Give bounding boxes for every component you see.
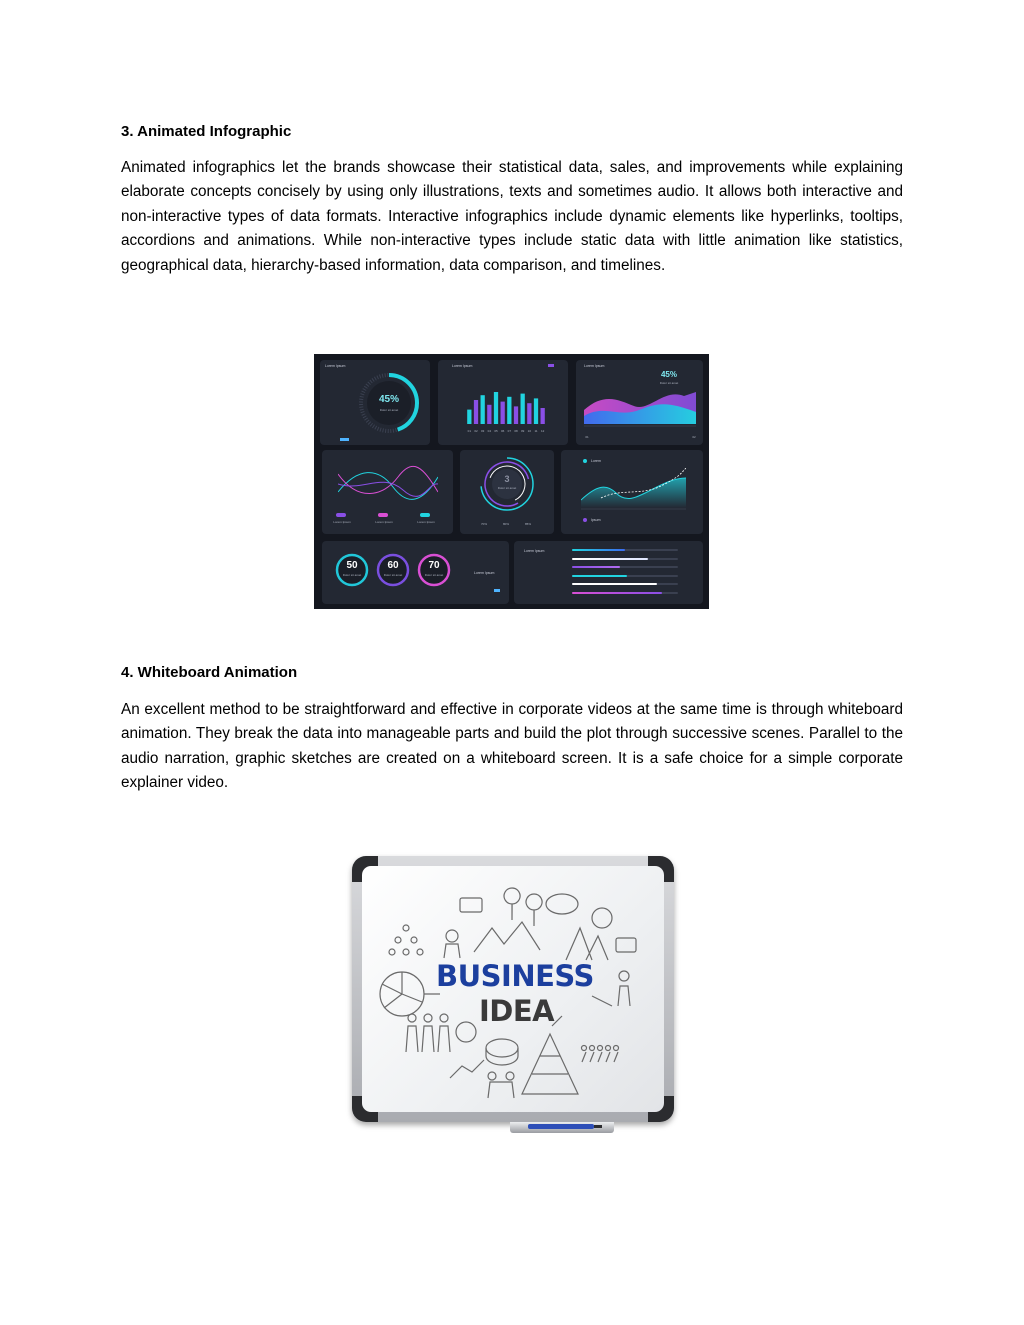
bar <box>527 403 531 424</box>
bar-tick-label: 03 <box>480 429 485 433</box>
percentage-circle <box>375 552 411 588</box>
bar <box>534 398 538 424</box>
panel-title: Lorem Ipsum <box>584 364 605 368</box>
progress-panel <box>514 541 703 604</box>
bar <box>494 392 498 424</box>
gauge-value: 45% <box>378 394 399 405</box>
gauge-panel <box>320 360 430 445</box>
area-chart-panel <box>576 360 703 445</box>
legend-label: Lorem Ipsum <box>417 520 435 524</box>
bar-tick-label: 04 <box>487 429 492 433</box>
line-chart <box>581 468 686 513</box>
legend-dot <box>583 459 587 463</box>
circle-caption: Dolor sit amet <box>342 573 362 577</box>
progress-fill <box>572 558 648 560</box>
circle-value: 50 <box>346 560 358 571</box>
area-value: 45% <box>660 370 677 379</box>
marker-cap <box>594 1125 602 1128</box>
legend-dot <box>583 518 587 522</box>
bar-tick-label: 07 <box>507 429 512 433</box>
ring-value: 3 <box>504 474 510 484</box>
progress-fill <box>572 575 627 577</box>
bar <box>487 405 491 424</box>
section-heading: 4. Whiteboard Animation <box>121 664 298 681</box>
percentage-circles <box>334 552 464 592</box>
bar-tick-label: 10 <box>527 429 532 433</box>
bar-chart-panel <box>438 360 568 445</box>
circle-caption: Dolor sit amet <box>383 573 403 577</box>
ring-caption: Dolor sit amet <box>497 486 517 490</box>
progress-track <box>572 566 678 568</box>
bar-tick-label: 01 <box>467 429 472 433</box>
bar <box>521 394 525 424</box>
board-word-idea: IDEA <box>479 994 555 1028</box>
progress-track <box>572 549 678 551</box>
section-paragraph: Animated infographics let the brands showcase their statistical data, sales, and improvements while explaining elaborate concepts concisely by using only illustrations, texts and sometimes audio. It allows both interactive and non-interactive types of data formats. Interactive infographics include dynamic elements like hyperlinks, tooltips, accordions and animations. While non-interactive types include static data with little animation like statistics, geographical data, hierarchy-based information, data comparison, and timelines. <box>121 159 903 274</box>
panel-title: Lorem Ipsum <box>452 364 473 368</box>
wave-chart <box>338 462 438 507</box>
legend-pill <box>420 513 430 517</box>
indicator-dots <box>494 589 500 592</box>
bar <box>474 400 478 424</box>
bar <box>541 408 545 424</box>
bar <box>501 402 505 424</box>
axis-start: 01 <box>585 435 589 439</box>
bar-tick-label: 06 <box>500 429 505 433</box>
progress-bars <box>572 549 678 599</box>
ring-legend: 80% <box>502 522 509 526</box>
board-word-business: BUSINESS <box>436 959 594 993</box>
progress-track <box>572 592 678 594</box>
bar-tick-label: 12 <box>540 429 545 433</box>
progress-fill <box>572 566 620 568</box>
panel-title: Lorem Ipsum <box>524 549 545 553</box>
area-caption: Dolor sit amet <box>659 381 679 385</box>
progress-fill <box>572 583 657 585</box>
bar <box>467 410 471 424</box>
bar-tick-label: 09 <box>520 429 525 433</box>
circle-caption: Dolor sit amet <box>424 573 444 577</box>
legend-pill <box>336 513 346 517</box>
circles-panel <box>322 541 509 604</box>
bar-tick-label: 08 <box>514 429 518 433</box>
section-paragraph: An excellent method to be straightforward and effective in corporate videos at the same time is through whiteboard animation. They break the data into manageable parts and build the plot through successive scenes. Parallel to the audio narration, graphic sketches are created on a whiteboard screen. It is a safe choice for a simple corporate explainer video. <box>121 701 903 792</box>
legend-label: Lorem Ipsum <box>375 520 393 524</box>
bar <box>507 397 511 424</box>
legend-label: Lorem Ipsum <box>333 520 351 524</box>
line-chart-panel <box>561 450 703 534</box>
progress-track <box>572 583 678 585</box>
area-chart <box>584 382 696 432</box>
legend-label: Ipsum <box>591 518 601 522</box>
indicator-dots <box>340 438 349 441</box>
bar-tick-label: 11 <box>534 429 538 433</box>
wave-chart-panel <box>322 450 453 534</box>
bar-tick-label: 02 <box>474 429 478 433</box>
ring-panel <box>460 450 554 534</box>
marker-pen <box>528 1124 594 1129</box>
percentage-circle <box>416 552 452 588</box>
percentage-circle <box>334 552 370 588</box>
progress-track <box>572 558 678 560</box>
bar-tick-label: 05 <box>494 429 498 433</box>
section-heading: 3. Animated Infographic <box>121 123 292 140</box>
circle-value: 60 <box>387 560 399 571</box>
bar <box>514 406 518 424</box>
circle-value: 70 <box>428 560 440 571</box>
progress-fill <box>572 549 625 551</box>
progress-fill <box>572 592 662 594</box>
ring-legend: 85% <box>524 522 531 526</box>
panel-title: Lorem Ipsum <box>325 364 346 368</box>
axis-end: 02 <box>692 435 696 439</box>
ring-legend: 70% <box>480 522 487 526</box>
progress-track <box>572 575 678 577</box>
marker-tray <box>510 1122 614 1133</box>
bar <box>481 395 485 424</box>
legend-label: Lorem <box>591 459 601 463</box>
whiteboard-image <box>352 856 674 1136</box>
bar-chart <box>466 390 546 435</box>
gauge-caption: Dolor sit amet <box>379 408 399 412</box>
ring-chart <box>477 454 537 514</box>
legend-dots <box>548 364 554 367</box>
legend-pill <box>378 513 388 517</box>
infographic-dashboard-image <box>314 354 709 609</box>
panel-title: Lorem Ipsum <box>474 571 495 575</box>
